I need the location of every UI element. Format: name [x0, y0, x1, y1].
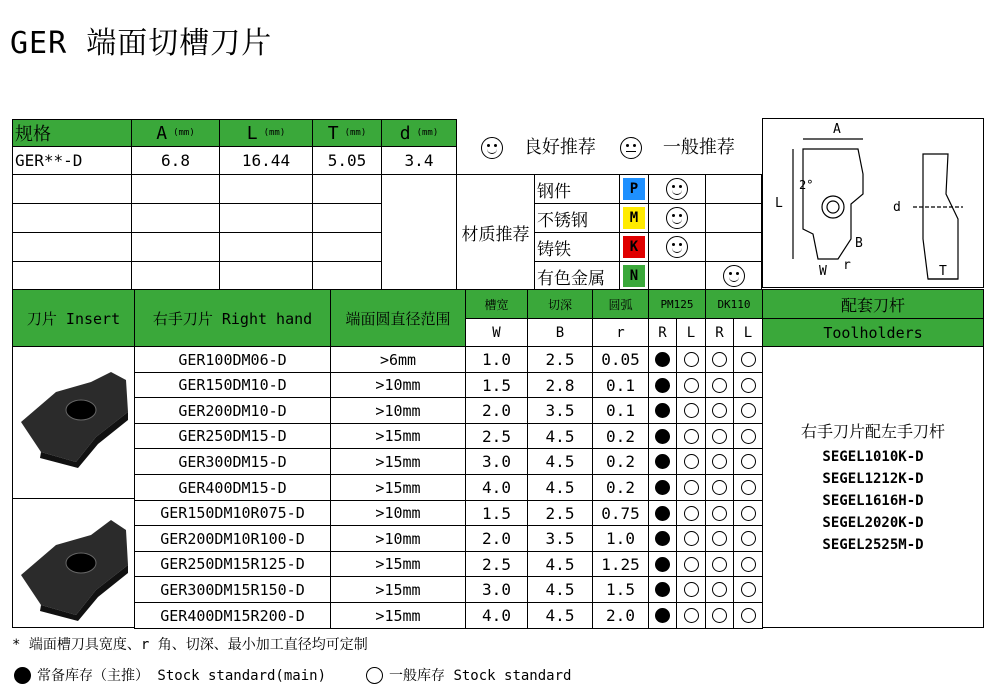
neutral-face-icon [620, 137, 642, 159]
spec-empty-cell [219, 174, 313, 204]
header-pm125: PM125 [648, 289, 706, 319]
value-r: 0.75 [592, 500, 649, 526]
empty-circle-icon [741, 582, 756, 597]
empty-circle-icon [712, 352, 727, 367]
stock-cell [676, 576, 706, 603]
header-depth: 切深 [527, 289, 593, 319]
model-cell: GER200DM10-D [134, 397, 331, 424]
spec-empty-cell [131, 203, 220, 233]
model-cell: GER250DM15-D [134, 423, 331, 449]
holder-item: SEGEL2525M-D [822, 536, 924, 553]
insert-image-square [16, 352, 134, 472]
model-cell: GER250DM15R125-D [134, 551, 331, 577]
unit-label: (mm) [416, 128, 439, 138]
dim-b-label: B [855, 236, 863, 251]
insert-drawing [763, 119, 983, 287]
dim-w-label: W [819, 264, 827, 279]
empty-circle-icon [684, 480, 699, 495]
material-code-cell [619, 232, 649, 262]
empty-circle-icon [712, 557, 727, 572]
range-cell: >10mm [330, 397, 466, 424]
spec-header-d [381, 119, 457, 147]
range-cell: >15mm [330, 474, 466, 501]
material-name: 不锈钢 [534, 203, 620, 233]
legend-good: 良好推荐 [481, 133, 596, 159]
spec-empty-cell [12, 203, 132, 233]
filled-circle-icon [655, 557, 670, 572]
empty-circle-icon [712, 403, 727, 418]
material-name: 钢件 [534, 174, 620, 204]
holder-item: SEGEL2020K-D [822, 514, 924, 531]
spec-header-spec [12, 119, 132, 147]
smile-icon [481, 137, 503, 159]
holder-item: SEGEL1616H-D [822, 492, 924, 509]
spec-header-L [219, 119, 313, 147]
empty-circle-icon [741, 531, 756, 546]
rating-cell [648, 261, 706, 291]
spec-header-T [312, 119, 382, 147]
spec-empty-cell [131, 261, 220, 291]
value-B: 4.5 [527, 551, 593, 577]
material-code-badge: M [623, 207, 645, 229]
empty-circle-icon [684, 557, 699, 572]
model-cell: GER150DM10R075-D [134, 500, 331, 526]
header-dk110: DK110 [705, 289, 763, 319]
empty-circle-icon [741, 454, 756, 469]
value-r: 2.0 [592, 602, 649, 629]
stock-cell [705, 500, 734, 526]
stock-cell [705, 474, 734, 501]
range-cell: >15mm [330, 602, 466, 629]
holder-item: SEGEL1010K-D [822, 448, 924, 465]
header-h_R1: R [648, 318, 677, 347]
stock-cell [676, 423, 706, 449]
filled-circle-icon [655, 582, 670, 597]
material-code-cell [619, 174, 649, 204]
empty-circle-icon [741, 557, 756, 572]
stock-cell [648, 474, 677, 501]
value-r: 0.1 [592, 397, 649, 424]
spec-empty-cell [312, 174, 382, 204]
stock-cell [733, 372, 763, 398]
spec-empty-cell [12, 232, 132, 262]
stock-cell [676, 346, 706, 373]
stock-cell [648, 551, 677, 577]
spec-value-A: 6.8 [131, 146, 220, 175]
empty-circle-icon [684, 454, 699, 469]
empty-circle-icon [741, 352, 756, 367]
value-r: 0.05 [592, 346, 649, 373]
stock-cell [648, 346, 677, 373]
rating-cell [705, 174, 762, 204]
holders-title: 右手刀片配左手刀杆 [800, 421, 945, 441]
empty-circle-icon [712, 429, 727, 444]
empty-circle-icon [684, 378, 699, 393]
material-label: 材质推荐 [456, 174, 535, 290]
empty-circle-icon [741, 506, 756, 521]
value-W: 3.0 [465, 448, 528, 475]
header-radius: 圆弧 [592, 289, 649, 319]
empty-circle-icon [684, 582, 699, 597]
stock-cell [648, 397, 677, 424]
header-h_B: B [527, 318, 593, 347]
legend-general: 一般推荐 [620, 133, 735, 159]
stock-cell [648, 576, 677, 603]
value-W: 2.5 [465, 423, 528, 449]
empty-circle-icon [712, 506, 727, 521]
empty-circle-icon [684, 403, 699, 418]
range-cell: >10mm [330, 525, 466, 552]
spec-header-label: T [327, 122, 339, 144]
empty-circle-icon [741, 378, 756, 393]
stock-cell [676, 602, 706, 629]
stock-cell [676, 448, 706, 475]
empty-circle-icon [712, 454, 727, 469]
rating-cell [648, 232, 706, 262]
material-code-cell [619, 203, 649, 233]
value-B: 4.5 [527, 474, 593, 501]
value-W: 2.0 [465, 397, 528, 424]
range-cell: >15mm [330, 576, 466, 603]
spec-header-label: L [246, 122, 258, 144]
spec-empty-cell [131, 232, 220, 262]
dim-a-label: A [833, 122, 841, 137]
model-cell: GER300DM15-D [134, 448, 331, 475]
empty-circle-icon [684, 608, 699, 623]
spec-value-d: 3.4 [381, 146, 457, 175]
stock-cell [648, 448, 677, 475]
stock-cell [733, 525, 763, 552]
filled-circle-icon [655, 429, 670, 444]
stock-cell [676, 525, 706, 552]
value-W: 2.5 [465, 551, 528, 577]
stock-cell [733, 346, 763, 373]
stock-cell [648, 602, 677, 629]
header-h_R2: R [705, 318, 734, 347]
spec-empty-cell [12, 174, 132, 204]
filled-circle-icon [655, 378, 670, 393]
header-h_r: r [592, 318, 649, 347]
value-r: 0.2 [592, 474, 649, 501]
value-r: 1.25 [592, 551, 649, 577]
value-W: 3.0 [465, 576, 528, 603]
header-range: 端面圆直径范围 [330, 289, 466, 347]
value-r: 0.2 [592, 448, 649, 475]
value-B: 2.5 [527, 346, 593, 373]
stock-cell [705, 576, 734, 603]
stock-cell [676, 551, 706, 577]
material-code-badge: K [623, 236, 645, 258]
filled-circle-icon [655, 531, 670, 546]
model-cell: GER150DM10-D [134, 372, 331, 398]
unit-label: (mm) [263, 128, 286, 138]
stock-cell [648, 500, 677, 526]
model-cell: GER100DM06-D [134, 346, 331, 373]
rating-cell [705, 203, 762, 233]
value-W: 1.5 [465, 372, 528, 398]
spec-empty-cell [312, 203, 382, 233]
rating-cell [648, 203, 706, 233]
value-B: 4.5 [527, 602, 593, 629]
range-cell: >10mm [330, 372, 466, 398]
header-insert: 刀片 Insert [12, 289, 135, 347]
empty-circle-icon [712, 608, 727, 623]
stock-cell [705, 346, 734, 373]
value-B: 3.5 [527, 397, 593, 424]
spec-empty-cell [131, 174, 220, 204]
spec-value-L: 16.44 [219, 146, 313, 175]
stock-cell [705, 602, 734, 629]
model-cell: GER200DM10R100-D [134, 525, 331, 552]
dim-d-label: d [893, 200, 901, 215]
header-holder: 配套刀杆 [762, 289, 984, 319]
header-width: 槽宽 [465, 289, 528, 319]
value-r: 0.1 [592, 372, 649, 398]
empty-circle-icon [684, 352, 699, 367]
empty-circle-icon [684, 429, 699, 444]
holder-item: SEGEL1212K-D [822, 470, 924, 487]
stock-cell [676, 397, 706, 424]
empty-circle-icon [741, 608, 756, 623]
stock-cell [648, 525, 677, 552]
value-W: 4.0 [465, 474, 528, 501]
material-name: 有色金属 [534, 261, 620, 291]
spec-value-T: 5.05 [312, 146, 382, 175]
stock-cell [733, 423, 763, 449]
material-name: 铸铁 [534, 232, 620, 262]
stock-cell [648, 423, 677, 449]
filled-circle-icon [655, 480, 670, 495]
header-h_W: W [465, 318, 528, 347]
spec-empty-cell [219, 203, 313, 233]
smile-icon [666, 178, 688, 200]
filled-circle-icon [655, 352, 670, 367]
dim-angle-label: 2° [799, 178, 814, 192]
empty-circle-icon [712, 531, 727, 546]
smile-icon [723, 265, 745, 287]
empty-circle-icon [712, 378, 727, 393]
range-cell: >6mm [330, 346, 466, 373]
empty-circle-icon [684, 531, 699, 546]
value-r: 0.2 [592, 423, 649, 449]
holders-cell [762, 346, 984, 628]
insert-diagram [762, 118, 984, 288]
value-B: 3.5 [527, 525, 593, 552]
stock-cell [705, 551, 734, 577]
empty-circle-icon [741, 480, 756, 495]
header-h_L1: L [676, 318, 706, 347]
filled-circle-icon [14, 667, 31, 684]
rating-cell [705, 232, 762, 262]
stock-cell [705, 397, 734, 424]
value-B: 2.5 [527, 500, 593, 526]
range-cell: >15mm [330, 423, 466, 449]
stock-cell [733, 474, 763, 501]
value-B: 4.5 [527, 423, 593, 449]
smile-icon [666, 207, 688, 229]
stock-cell [705, 448, 734, 475]
spec-empty-cell [12, 261, 132, 291]
header-h_L2: L [733, 318, 763, 347]
empty-circle-icon [712, 582, 727, 597]
filled-circle-icon [655, 403, 670, 418]
stock-cell [733, 448, 763, 475]
rating-cell [648, 174, 706, 204]
header-holder-en: Toolholders [762, 318, 984, 347]
legend-bottom: 常备库存（主推） Stock standard(main) 一般库存 Stock standard [14, 665, 571, 685]
value-W: 1.5 [465, 500, 528, 526]
model-cell: GER400DM15R200-D [134, 602, 331, 629]
empty-circle-icon [741, 429, 756, 444]
value-B: 2.8 [527, 372, 593, 398]
material-code-badge: P [623, 178, 645, 200]
stock-cell [705, 372, 734, 398]
spec-empty-cell [312, 261, 382, 291]
stock-cell [648, 372, 677, 398]
dim-r-label: r [843, 258, 851, 273]
stock-cell [733, 602, 763, 629]
insert-image-radius [16, 505, 134, 625]
filled-circle-icon [655, 506, 670, 521]
spec-header-label: 规格 [15, 124, 51, 145]
range-cell: >10mm [330, 500, 466, 526]
stock-cell [676, 372, 706, 398]
empty-circle-icon [741, 403, 756, 418]
stock-cell [705, 525, 734, 552]
spec-header-A [131, 119, 220, 147]
material-code-cell [619, 261, 649, 291]
stock-cell [733, 397, 763, 424]
value-r: 1.5 [592, 576, 649, 603]
range-cell: >15mm [330, 448, 466, 475]
value-W: 2.0 [465, 525, 528, 552]
unit-label: (mm) [173, 128, 195, 138]
value-r: 1.0 [592, 525, 649, 552]
stock-cell [733, 576, 763, 603]
material-code-badge: N [623, 265, 645, 287]
spec-header-label: A [156, 122, 168, 144]
empty-circle-icon [712, 480, 727, 495]
stock-cell [676, 474, 706, 501]
dim-t-label: T [939, 264, 947, 279]
unit-label: (mm) [344, 128, 367, 138]
stock-cell [733, 500, 763, 526]
range-cell: >15mm [330, 551, 466, 577]
header-right-hand: 右手刀片 Right hand [134, 289, 331, 347]
value-B: 4.5 [527, 448, 593, 475]
page-title: GER 端面切槽刀片 [10, 26, 273, 61]
spec-header-label: d [399, 122, 411, 144]
model-cell: GER300DM15R150-D [134, 576, 331, 603]
filled-circle-icon [655, 454, 670, 469]
value-W: 4.0 [465, 602, 528, 629]
spec-empty-cell [312, 232, 382, 262]
spec-empty-cell [219, 261, 313, 291]
stock-cell [676, 500, 706, 526]
value-W: 1.0 [465, 346, 528, 373]
empty-circle-icon [366, 667, 383, 684]
filled-circle-icon [655, 608, 670, 623]
empty-circle-icon [684, 506, 699, 521]
dim-l-label: L [775, 196, 783, 211]
spec-empty-cell [219, 232, 313, 262]
smile-icon [666, 236, 688, 258]
stock-cell [733, 551, 763, 577]
stock-cell [705, 423, 734, 449]
rating-cell [705, 261, 762, 291]
value-B: 4.5 [527, 576, 593, 603]
model-cell: GER400DM15-D [134, 474, 331, 501]
spec-value-name: GER**-D [12, 146, 132, 175]
footnote: * 端面槽刀具宽度、r 角、切深、最小加工直径均可定制 [12, 637, 368, 653]
